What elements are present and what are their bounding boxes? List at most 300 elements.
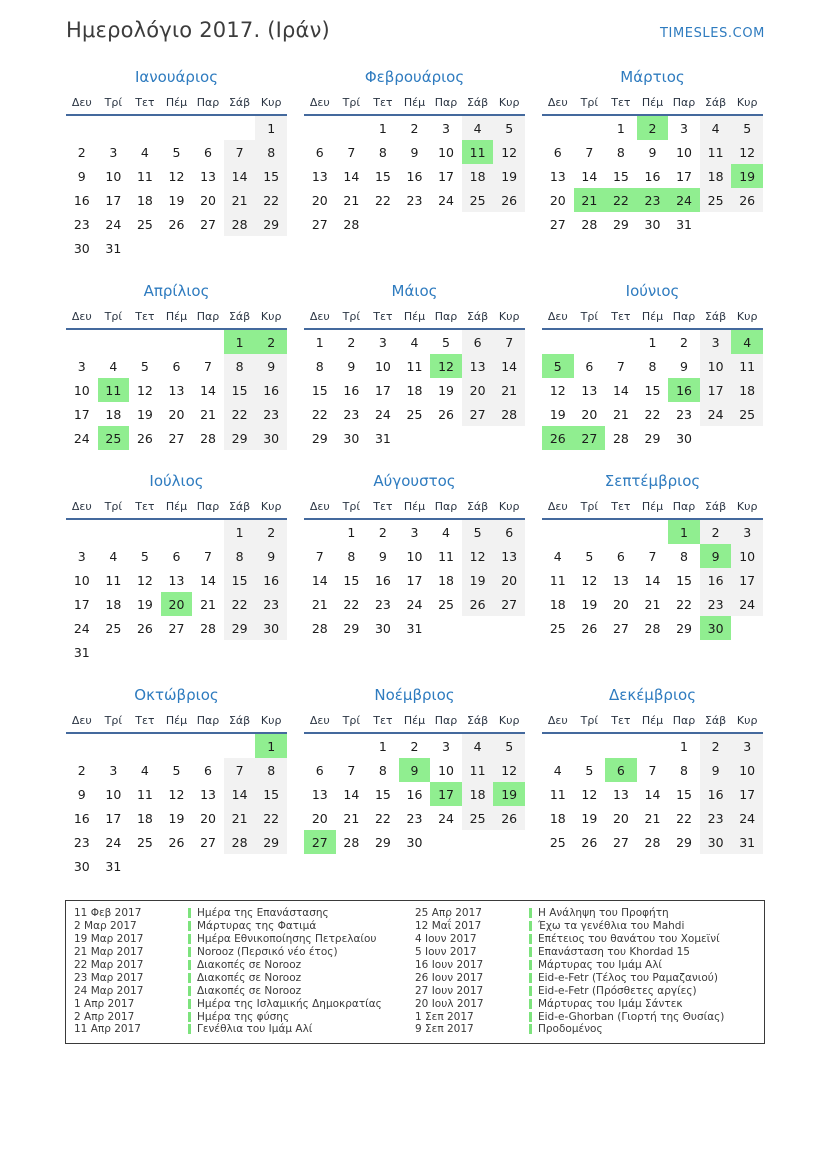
day-cell: 24 — [438, 810, 454, 826]
empty-cell — [161, 854, 193, 878]
day-cell: 13 — [581, 382, 598, 398]
day-cell: 23 — [255, 592, 287, 616]
day-cell: 14 — [581, 168, 598, 184]
legend-holiday-name: Η Ανάληψη του Προφήτη — [538, 907, 669, 920]
day-cell: 29 — [255, 212, 287, 236]
day-cell: 25 — [731, 402, 763, 426]
day-cell: 24 — [105, 834, 122, 850]
legend-date: 2 Απρ 2017 — [74, 1010, 135, 1023]
day-cell: 13 — [311, 168, 328, 184]
day-header: Δευ — [66, 307, 98, 329]
day-cell: 12 — [549, 382, 566, 398]
empty-cell — [255, 640, 287, 664]
month-Απρίλιος — [66, 282, 287, 450]
legend-entry — [415, 997, 756, 1010]
day-cell: 9 — [700, 758, 732, 782]
day-cell: 18 — [462, 164, 494, 188]
day-cell: 22 — [374, 810, 391, 826]
day-cell: 20 — [581, 406, 598, 422]
day-cell: 22 — [255, 806, 287, 830]
day-cell: 17 — [700, 378, 732, 402]
legend-holiday-name: Έχω τα γενέθλια του Mahdi — [538, 920, 685, 933]
day-cell: 29 — [224, 426, 256, 450]
day-header: Παρ — [668, 93, 700, 115]
day-cell: 11 — [549, 786, 566, 802]
day-header: Σάβ — [700, 711, 732, 733]
day-cell: 12 — [731, 140, 763, 164]
day-cell: 23 — [343, 406, 360, 422]
day-header: Πέμ — [161, 497, 193, 519]
day-cell: 23 — [700, 806, 732, 830]
day-cell: 16 — [700, 568, 732, 592]
legend-holiday-name: Μάρτυρας του Ιμάμ Αλί — [538, 959, 662, 971]
empty-cell — [255, 854, 287, 878]
empty-cell — [637, 733, 669, 758]
day-header: Σάβ — [462, 497, 494, 519]
day-cell: 18 — [136, 192, 153, 208]
day-cell: 15 — [676, 786, 692, 802]
day-cell: 25 — [462, 806, 494, 830]
empty-cell — [129, 236, 161, 260]
day-cell: 24 — [73, 430, 90, 446]
day-cell: 30 — [644, 216, 661, 232]
day-cell: 14 — [311, 572, 328, 588]
day-cell: 22 — [224, 402, 256, 426]
day-cell: 31 — [374, 430, 391, 446]
day-cell: 21 — [200, 596, 216, 612]
day-cell: 18 — [105, 596, 122, 612]
day-cell: 2 — [77, 144, 86, 160]
month-Ιανουάριος — [66, 68, 287, 260]
day-cell: 7 — [347, 762, 356, 778]
day-cell: 3 — [442, 738, 450, 754]
empty-cell — [542, 115, 574, 140]
day-cell: 11 — [462, 140, 494, 164]
day-cell: 9 — [77, 786, 86, 802]
day-cell: 13 — [200, 168, 216, 184]
day-cell: 28 — [224, 212, 256, 236]
month-row — [66, 686, 765, 878]
legend-holiday-name: Ημέρα Εθνικοποίησης Πετρελαίου — [197, 933, 377, 946]
day-cell: 12 — [581, 572, 598, 588]
day-cell: 17 — [374, 382, 391, 398]
day-cell: 19 — [136, 596, 153, 612]
day-header: Σάβ — [462, 93, 494, 115]
legend-holiday-name: Διακοπές σε Norooz — [197, 971, 302, 984]
day-cell: 9 — [378, 548, 387, 564]
day-header: Τετ — [605, 307, 637, 329]
holiday-marker-icon — [188, 947, 191, 957]
day-cell: 10 — [676, 144, 692, 160]
legend-entry — [415, 946, 756, 959]
legend-date: 20 Ιουλ 2017 — [415, 997, 484, 1010]
day-cell: 30 — [73, 858, 90, 874]
day-cell: 9 — [700, 544, 732, 568]
day-header: Σάβ — [700, 93, 732, 115]
day-cell: 10 — [438, 762, 454, 778]
empty-cell — [731, 212, 763, 236]
day-cell: 27 — [462, 402, 494, 426]
empty-cell — [161, 236, 193, 260]
day-cell: 11 — [136, 168, 153, 184]
day-cell: 25 — [406, 406, 423, 422]
empty-cell — [192, 519, 224, 544]
legend-date: 26 Ιουν 2017 — [415, 971, 484, 984]
legend-holiday-name: Norooz (Περσικό νέο έτος) — [197, 946, 338, 959]
month-row — [66, 68, 765, 260]
day-cell: 1 — [224, 329, 256, 354]
day-cell: 25 — [549, 834, 566, 850]
day-cell: 4 — [553, 762, 562, 778]
day-cell: 14 — [343, 168, 360, 184]
month-title: Φεβρουάριος — [364, 68, 465, 86]
day-header: Παρ — [430, 497, 462, 519]
day-cell: 2 — [378, 524, 387, 540]
day-cell: 11 — [136, 786, 153, 802]
day-cell: 6 — [605, 758, 637, 782]
day-cell: 8 — [378, 762, 387, 778]
day-cell: 19 — [731, 164, 763, 188]
month-title: Οκτώβριος — [134, 686, 219, 704]
page-header — [66, 18, 765, 42]
empty-cell — [161, 329, 193, 354]
day-cell: 10 — [731, 544, 763, 568]
day-cell: 1 — [378, 738, 387, 754]
day-cell: 1 — [315, 334, 324, 350]
legend-entry — [74, 1023, 415, 1036]
day-cell: 15 — [644, 382, 661, 398]
day-cell: 27 — [200, 834, 216, 850]
day-cell: 6 — [172, 548, 181, 564]
legend-date: 21 Μαρ 2017 — [74, 946, 144, 959]
holiday-marker-icon — [529, 947, 532, 957]
day-cell: 7 — [224, 758, 256, 782]
day-cell: 24 — [73, 620, 90, 636]
day-cell: 16 — [73, 192, 90, 208]
day-cell: 18 — [136, 810, 153, 826]
month-title: Ιανουάριος — [134, 68, 218, 86]
day-header: Πέμ — [637, 497, 669, 519]
day-cell: 6 — [315, 762, 324, 778]
day-cell: 3 — [77, 548, 86, 564]
day-cell: 11 — [105, 572, 122, 588]
day-cell: 11 — [731, 354, 763, 378]
day-cell: 11 — [438, 548, 454, 564]
empty-cell — [161, 640, 193, 664]
empty-cell — [66, 115, 98, 140]
empty-cell — [192, 854, 224, 878]
day-header: Παρ — [668, 711, 700, 733]
empty-cell — [98, 329, 130, 354]
day-cell: 13 — [462, 354, 494, 378]
day-header: Τετ — [129, 711, 161, 733]
day-header: Δευ — [304, 307, 336, 329]
day-cell: 19 — [438, 382, 454, 398]
day-cell: 1 — [680, 738, 688, 754]
empty-cell — [192, 733, 224, 758]
day-cell: 8 — [315, 358, 324, 374]
timesles-site-link[interactable]: TIMESLES.COM — [659, 26, 765, 41]
day-cell: 2 — [680, 334, 688, 350]
day-header: Τρί — [98, 497, 130, 519]
day-cell: 29 — [644, 430, 661, 446]
legend-date: 9 Σεπ 2017 — [415, 1023, 474, 1036]
day-cell: 29 — [676, 834, 692, 850]
day-cell: 28 — [343, 834, 360, 850]
empty-cell — [399, 212, 431, 236]
empty-cell — [430, 212, 462, 236]
month-table — [66, 497, 287, 664]
day-cell: 3 — [109, 144, 118, 160]
empty-cell — [542, 519, 574, 544]
empty-cell — [192, 640, 224, 664]
day-cell: 15 — [374, 168, 391, 184]
day-cell: 9 — [680, 358, 688, 374]
day-cell: 2 — [700, 519, 732, 544]
legend-column-right — [415, 907, 756, 1036]
day-cell: 14 — [644, 786, 661, 802]
day-header: Τρί — [574, 93, 606, 115]
month-Μάιος — [304, 282, 525, 450]
day-cell: 21 — [343, 192, 360, 208]
day-cell: 23 — [374, 596, 391, 612]
day-cell: 17 — [73, 406, 90, 422]
day-cell: 29 — [255, 830, 287, 854]
day-cell: 30 — [343, 430, 360, 446]
day-header: Τρί — [574, 497, 606, 519]
day-cell: 10 — [105, 168, 122, 184]
day-cell: 26 — [136, 620, 153, 636]
day-cell: 25 — [136, 834, 153, 850]
holiday-marker-icon — [188, 960, 191, 970]
day-header: Δευ — [304, 711, 336, 733]
empty-cell — [255, 236, 287, 260]
legend-entry — [74, 907, 415, 920]
day-header: Κυρ — [731, 497, 763, 519]
empty-cell — [224, 854, 256, 878]
day-cell: 20 — [200, 810, 216, 826]
day-header: Δευ — [542, 93, 574, 115]
day-cell: 27 — [304, 830, 336, 854]
holiday-marker-icon — [529, 1024, 532, 1034]
day-cell: 6 — [493, 519, 525, 544]
day-header: Τετ — [367, 711, 399, 733]
empty-cell — [161, 115, 193, 140]
day-cell: 7 — [224, 140, 256, 164]
day-cell: 18 — [406, 382, 423, 398]
day-header: Τρί — [574, 711, 606, 733]
month-table — [66, 711, 287, 878]
holiday-marker-icon — [188, 921, 191, 931]
day-header: Σάβ — [462, 307, 494, 329]
day-header: Πέμ — [161, 93, 193, 115]
day-cell: 26 — [581, 620, 598, 636]
day-cell: 29 — [612, 216, 629, 232]
empty-cell — [574, 115, 606, 140]
day-header: Σάβ — [224, 93, 256, 115]
legend-date: 5 Ιουν 2017 — [415, 946, 477, 959]
day-cell: 14 — [200, 572, 216, 588]
day-cell: 5 — [140, 358, 149, 374]
holiday-marker-icon — [529, 921, 532, 931]
day-cell: 2 — [410, 120, 419, 136]
empty-cell — [66, 733, 98, 758]
day-cell: 19 — [136, 406, 153, 422]
day-cell: 1 — [378, 120, 387, 136]
day-cell: 28 — [343, 216, 360, 232]
day-cell: 27 — [200, 216, 216, 232]
day-cell: 1 — [616, 120, 625, 136]
empty-cell — [493, 426, 525, 450]
day-cell: 17 — [105, 810, 122, 826]
month-title: Αύγουστος — [373, 472, 456, 490]
day-cell: 5 — [172, 144, 181, 160]
day-cell: 4 — [462, 115, 494, 140]
day-cell: 3 — [77, 358, 86, 374]
empty-cell — [731, 616, 763, 640]
day-header: Τετ — [129, 497, 161, 519]
day-cell: 21 — [644, 596, 661, 612]
day-cell: 27 — [168, 620, 185, 636]
empty-cell — [462, 616, 494, 640]
day-cell: 8 — [680, 762, 688, 778]
day-cell: 14 — [612, 382, 629, 398]
empty-cell — [129, 733, 161, 758]
day-cell: 31 — [73, 644, 90, 660]
empty-cell — [493, 212, 525, 236]
day-cell: 23 — [255, 402, 287, 426]
day-cell: 30 — [700, 616, 732, 640]
day-cell: 6 — [172, 358, 181, 374]
day-header: Κυρ — [255, 307, 287, 329]
day-cell: 4 — [140, 762, 149, 778]
empty-cell — [605, 519, 637, 544]
day-header: Τρί — [336, 497, 368, 519]
day-cell: 2 — [255, 519, 287, 544]
day-cell: 20 — [462, 378, 494, 402]
day-cell: 31 — [105, 858, 122, 874]
day-cell: 7 — [648, 548, 657, 564]
day-cell: 30 — [374, 620, 391, 636]
empty-cell — [98, 733, 130, 758]
day-header: Τετ — [605, 93, 637, 115]
day-cell: 7 — [616, 358, 625, 374]
day-cell: 19 — [581, 596, 598, 612]
legend-holiday-name: Προδομένος — [538, 1023, 603, 1036]
legend-date: 23 Μαρ 2017 — [74, 971, 144, 984]
day-cell: 6 — [204, 762, 212, 778]
day-cell: 25 — [438, 596, 454, 612]
day-cell: 21 — [574, 188, 606, 212]
empty-cell — [224, 236, 256, 260]
legend-holiday-name: Ημέρα της Ισλαμικής Δημοκρατίας — [197, 997, 382, 1010]
day-cell: 27 — [311, 216, 328, 232]
day-header: Παρ — [192, 497, 224, 519]
day-cell: 11 — [98, 378, 130, 402]
month-Αύγουστος — [304, 472, 525, 640]
empty-cell — [430, 616, 462, 640]
day-cell: 14 — [493, 354, 525, 378]
holiday-marker-icon — [529, 908, 532, 918]
day-cell: 19 — [549, 406, 566, 422]
day-cell: 24 — [731, 806, 763, 830]
empty-cell — [129, 854, 161, 878]
day-cell: 26 — [462, 592, 494, 616]
day-cell: 13 — [493, 544, 525, 568]
holiday-marker-icon — [188, 934, 191, 944]
empty-cell — [731, 426, 763, 450]
day-cell: 3 — [731, 733, 763, 758]
day-cell: 22 — [605, 188, 637, 212]
day-cell: 9 — [255, 354, 287, 378]
day-cell: 13 — [200, 786, 216, 802]
day-cell: 20 — [311, 810, 328, 826]
day-header: Δευ — [304, 497, 336, 519]
day-cell: 29 — [224, 616, 256, 640]
holiday-marker-icon — [188, 973, 191, 983]
day-cell: 4 — [462, 733, 494, 758]
legend-date: 25 Απρ 2017 — [415, 907, 482, 920]
day-cell: 29 — [343, 620, 360, 636]
day-cell: 5 — [140, 548, 149, 564]
day-header: Δευ — [542, 307, 574, 329]
day-cell: 2 — [255, 329, 287, 354]
day-cell: 3 — [700, 329, 732, 354]
month-table — [66, 307, 287, 450]
legend-date: 1 Απρ 2017 — [74, 997, 135, 1010]
empty-cell — [574, 519, 606, 544]
day-cell: 4 — [410, 334, 419, 350]
month-table — [542, 497, 763, 640]
empty-cell — [542, 329, 574, 354]
day-cell: 21 — [311, 596, 328, 612]
month-table — [542, 711, 763, 854]
day-header: Τρί — [98, 711, 130, 733]
day-cell: 19 — [581, 810, 598, 826]
day-cell: 15 — [224, 378, 256, 402]
day-cell: 15 — [612, 168, 629, 184]
legend-holiday-name: Διακοπές σε Norooz — [197, 959, 302, 971]
day-cell: 16 — [668, 378, 700, 402]
day-cell: 4 — [553, 548, 562, 564]
day-cell: 27 — [612, 620, 629, 636]
day-cell: 1 — [668, 519, 700, 544]
holiday-marker-icon — [188, 908, 191, 918]
holiday-marker-icon — [188, 999, 191, 1009]
day-cell: 20 — [612, 596, 629, 612]
day-header: Κυρ — [255, 497, 287, 519]
day-header: Τρί — [574, 307, 606, 329]
month-table — [66, 93, 287, 260]
day-cell: 18 — [462, 782, 494, 806]
day-header: Δευ — [542, 497, 574, 519]
day-cell: 23 — [700, 592, 732, 616]
day-header: Κυρ — [255, 93, 287, 115]
day-cell: 20 — [493, 568, 525, 592]
month-title: Δεκέμβριος — [608, 686, 696, 704]
day-cell: 26 — [542, 426, 574, 450]
legend-entry — [74, 946, 415, 959]
day-cell: 28 — [612, 430, 629, 446]
day-cell: 21 — [200, 406, 216, 422]
legend-date: 22 Μαρ 2017 — [74, 959, 144, 971]
day-cell: 24 — [406, 596, 423, 612]
day-header: Παρ — [668, 307, 700, 329]
empty-cell — [161, 733, 193, 758]
empty-cell — [224, 733, 256, 758]
day-cell: 9 — [410, 144, 419, 160]
legend-date: 11 Απρ 2017 — [74, 1023, 141, 1036]
